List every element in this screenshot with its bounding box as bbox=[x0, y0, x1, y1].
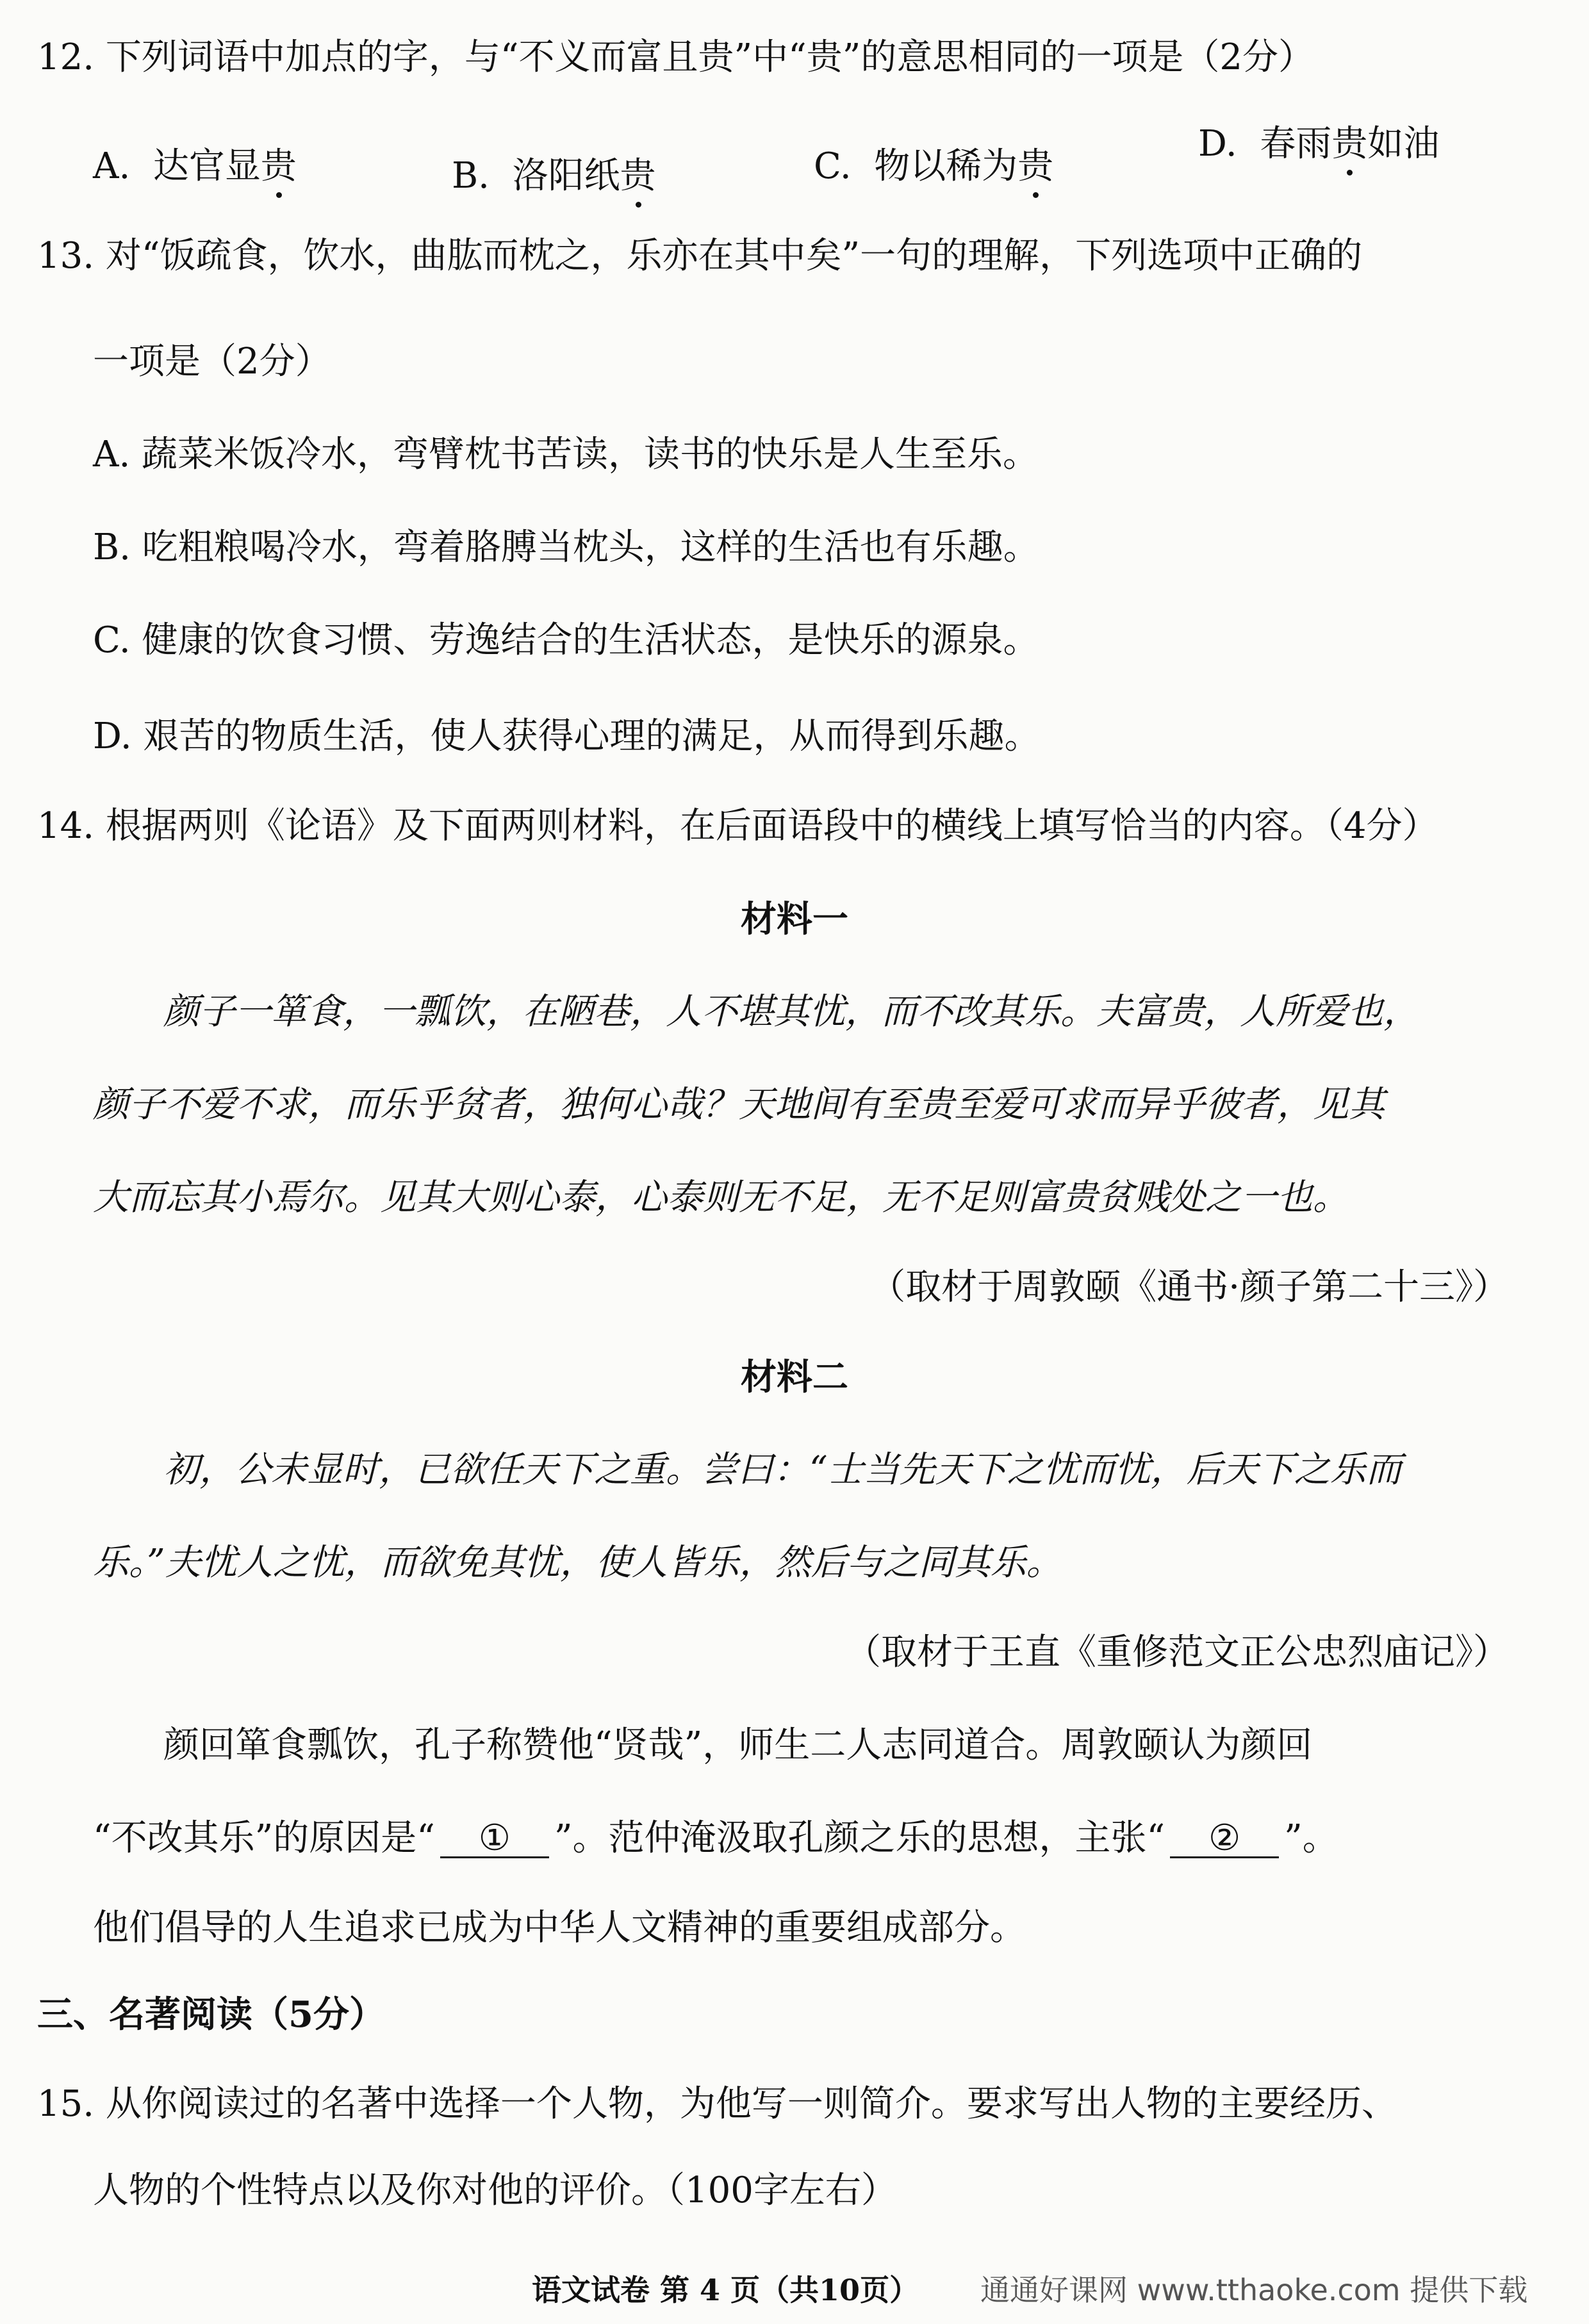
q14-paragraph-line1: 颜回箪食瓢饮，孔子称赞他“贤哉”，师生二人志同道合。周敦颐认为颜回 bbox=[163, 1724, 1313, 1766]
material2-title: 材料二 bbox=[741, 1356, 848, 1398]
material2-line: 乐。”夫忧人之忧，而欲免其忧，使人皆乐，然后与之同其乐。 bbox=[93, 1542, 1062, 1583]
page-number: 语文试卷 第 4 页（共10页） bbox=[532, 2273, 919, 2307]
q14-stem: 14. 根据两则《论语》及下面两则材料，在后面语段中的横线上填写恰当的内容。（4分） bbox=[37, 805, 1438, 847]
q12-option-d: D. 春雨贵如油 bbox=[1198, 122, 1439, 167]
q13-stem-line2: 一项是（2分） bbox=[93, 341, 331, 382]
q13-option-c: C. 健康的饮食习惯、劳逸结合的生活状态，是快乐的源泉。 bbox=[93, 619, 1039, 661]
q15-line1: 15. 从你阅读过的名著中选择一个人物，为他写一则简介。要求写出人物的主要经历、 bbox=[37, 2083, 1397, 2125]
q13-option-b: B. 吃粗粮喝冷水，弯着胳膊当枕头，这样的生活也有乐趣。 bbox=[93, 527, 1039, 568]
q12-option-b: B. 洛阳纸贵 bbox=[452, 154, 656, 199]
material1-title: 材料一 bbox=[741, 898, 848, 940]
material1-line: 大而忘其小焉尔。见其大则心泰，心泰则无不足，无不足则富贵贫贱处之一也。 bbox=[93, 1177, 1349, 1218]
material2-line: 初，公未显时，已欲任天下之重。尝曰：“士当先天下之忧而忧，后天下之乐而 bbox=[163, 1449, 1402, 1491]
section-heading: 三、名著阅读（5分） bbox=[37, 1993, 385, 2036]
q12-stem: 12. 下列词语中加点的字，与“不义而富且贵”中“贵”的意思相同的一项是（2分） bbox=[37, 37, 1315, 78]
q15-line2: 人物的个性特点以及你对他的评价。（100字左右） bbox=[93, 2170, 897, 2211]
answer-blank-2[interactable]: ② bbox=[1170, 1821, 1279, 1858]
q13-option-a: A. 蔬菜米饭冷水，弯臂枕书苦读，读书的快乐是人生至乐。 bbox=[93, 434, 1039, 475]
material1-source: （取材于周敦颐《通书·颜子第二十三》） bbox=[869, 1266, 1509, 1308]
material1-line: 颜子一箪食，一瓢饮，在陋巷，人不堪其忧，而不改其乐。夫富贵，人所爱也， bbox=[163, 991, 1419, 1033]
material2-source: （取材于王直《重修范文正公忠烈庙记》） bbox=[845, 1632, 1509, 1673]
watermark-text: 通通好课网 www.tthaoke.com 提供下载 bbox=[980, 2273, 1528, 2307]
q14-paragraph-line2: “不改其乐”的原因是“ ① ”。范仲淹汲取孔颜之乐的思想，主张“ ② ”。 bbox=[93, 1817, 1338, 1859]
answer-blank-1[interactable]: ① bbox=[440, 1821, 549, 1858]
q14-paragraph-line3: 他们倡导的人生追求已成为中华人文精神的重要组成部分。 bbox=[93, 1907, 1026, 1949]
q12-option-c: C. 物以稀为贵 bbox=[814, 144, 1053, 189]
q13-option-d: D. 艰苦的物质生活，使人获得心理的满足，从而得到乐趣。 bbox=[93, 716, 1041, 757]
material1-line: 颜子不爱不求，而乐乎贫者，独何心哉？天地间有至贵至爱可求而异乎彼者，见其 bbox=[93, 1084, 1385, 1125]
q13-stem-line1: 13. 对“饭疏食，饮水，曲肱而枕之，乐亦在其中矣”一句的理解，下列选项中正确的 bbox=[37, 235, 1363, 277]
q12-option-a: A. 达官显贵 bbox=[93, 144, 297, 189]
